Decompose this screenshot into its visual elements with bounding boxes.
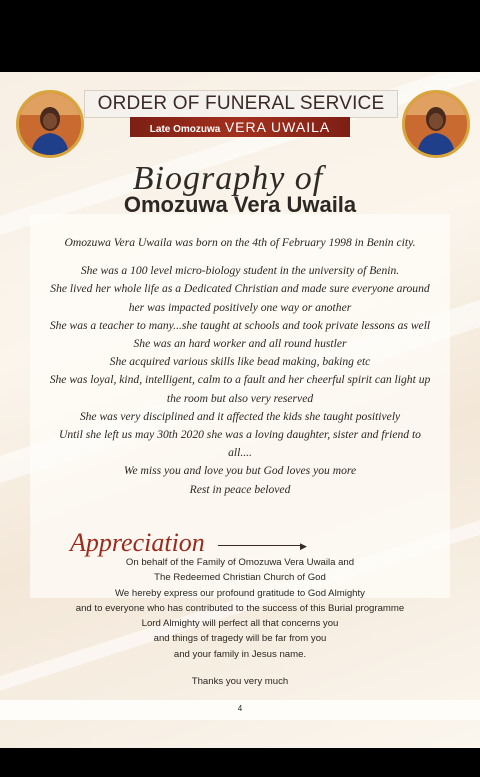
appreciation-line: and your family in Jesus name. — [173, 648, 307, 660]
portrait-photo-left — [16, 90, 84, 158]
portrait-photo-right — [402, 90, 470, 158]
page-number: 4 — [237, 704, 243, 713]
biography-line: Until she left us may 30th 2020 she was a loving daughter, sister and friend to — [59, 428, 421, 442]
thanks-text: Thanks you very much — [191, 676, 289, 687]
biography-line: all.... — [228, 446, 252, 460]
spacer — [36, 252, 444, 262]
portrait-right-icon — [405, 93, 467, 155]
banner-label: Late Omozuwa — [149, 124, 221, 135]
appreciation-line: The Redeemed Christian Church of God — [154, 572, 326, 584]
appreciation-heading: Appreciation — [70, 528, 205, 557]
appreciation-line: Lord Almighty will perfect all that concerns you — [141, 618, 339, 630]
biography-line: Rest in peace beloved — [189, 482, 291, 496]
heading-underline — [218, 545, 302, 546]
header — [84, 90, 396, 140]
appreciation-line: and things of tragedy will be far from you — [153, 633, 327, 645]
biography-intro: Omozuwa Vera Uwaila was born on the 4th of February 1998 in Benin city. — [64, 236, 416, 249]
portrait-left-icon — [19, 93, 81, 155]
appreciation-line: We hereby express our profound gratitude to God Almighty — [115, 587, 365, 599]
appreciation-text — [20, 555, 460, 662]
biography-line: We miss you and love you but God loves you more — [123, 464, 357, 478]
appreciation-line: and to everyone who has contributed to the success of this Burial programme — [75, 602, 405, 614]
biography-heading: Biography of — [132, 160, 324, 197]
biography-line: She was a 100 level micro-biology student in the university of Benin. — [80, 264, 400, 278]
biography-line: her was impacted positively one way or another — [128, 300, 352, 314]
biography-line: She was very disciplined and it affected the kids she taught positively — [79, 409, 401, 423]
biography-line: She was an hard worker and all round hustler — [133, 337, 347, 351]
biography-line: She was a teacher to many...she taught at schools and took private lessons as well — [49, 318, 431, 332]
biography-line: She acquired various skills like bead making, baking etc — [109, 355, 371, 369]
deceased-banner — [130, 117, 350, 137]
appreciation-line: On behalf of the Family of Omozuwa Vera Uwaila and — [125, 557, 355, 568]
biography-line: She lived her whole life as a Dedicated Christian and made sure everyone around — [50, 282, 430, 296]
biography-text — [36, 234, 444, 499]
banner-name: VERA UWAILA — [224, 119, 331, 135]
arrow-right-icon: ▶ — [300, 541, 307, 551]
appreciation-heading-group — [70, 528, 307, 558]
funeral-program-page — [0, 72, 480, 748]
biography-line: the room but also very reserved — [166, 391, 314, 405]
biography-line: She was loyal, kind, intelligent, calm to a fault and her cheerful spirit can light up — [49, 373, 431, 387]
page-title: ORDER OF FUNERAL SERVICE — [84, 90, 398, 118]
biography-name: Omozuwa Vera Uwaila — [123, 192, 357, 217]
